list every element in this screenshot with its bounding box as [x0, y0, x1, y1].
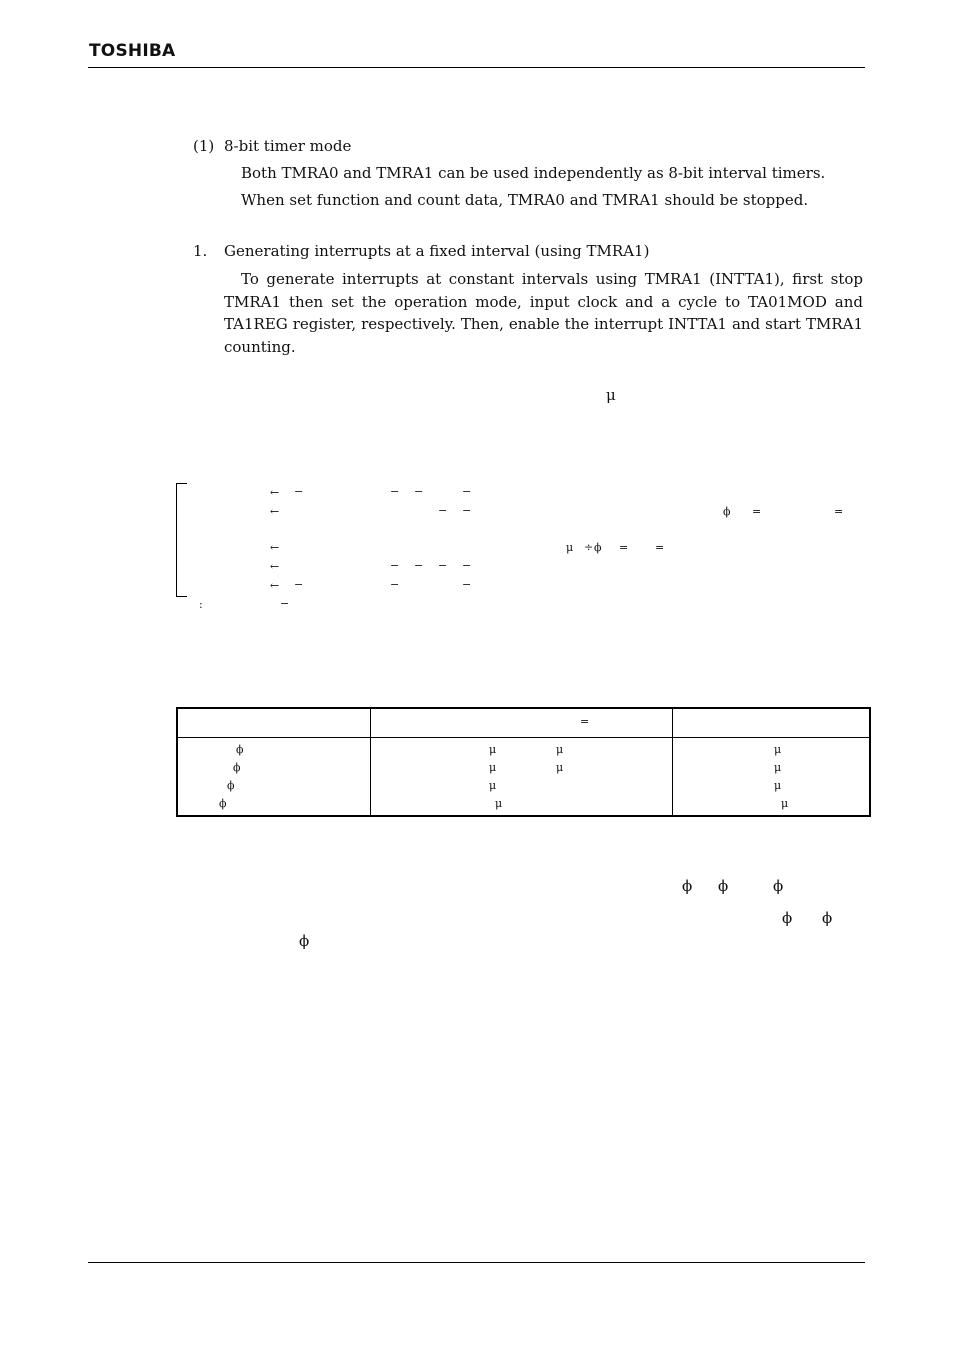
assign-arrow: ←	[270, 560, 280, 573]
mu-symbol: μ	[781, 797, 789, 810]
phi-symbol: ϕ	[233, 761, 241, 774]
phi-symbol: ϕ	[773, 877, 784, 895]
equals-sign: =	[834, 505, 844, 518]
phi-symbol: ϕ	[219, 797, 227, 810]
section-title: 8-bit timer mode	[224, 137, 352, 155]
minus-sign: −	[438, 504, 448, 517]
mu-symbol: μ	[556, 761, 564, 774]
phi-symbol: ϕ	[236, 743, 244, 756]
equals-sign: =	[580, 715, 590, 728]
assign-arrow: ←	[270, 579, 280, 592]
equals-sign: =	[619, 541, 629, 554]
minus-sign: −	[390, 559, 400, 572]
minus-sign: −	[414, 559, 424, 572]
toshiba-logo: TOSHIBA	[89, 41, 176, 61]
mu-symbol: μ	[489, 743, 497, 756]
interval-table	[176, 707, 871, 817]
phi-symbol: ϕ	[227, 779, 235, 792]
minus-sign: −	[462, 578, 472, 591]
minus-sign: −	[438, 559, 448, 572]
mu-symbol: μ	[774, 761, 782, 774]
table-header-cell	[673, 708, 871, 738]
phi-symbol: ϕ	[718, 877, 729, 895]
section-number: (1)	[193, 137, 215, 155]
table-row	[177, 777, 870, 795]
equals-sign: =	[752, 505, 762, 518]
mu-symbol: μ	[606, 386, 616, 404]
phi-symbol: ϕ	[594, 541, 602, 554]
register-setting-bracket	[176, 483, 187, 597]
phi-symbol: ϕ	[682, 877, 693, 895]
item-number: 1.	[193, 242, 208, 260]
minus-sign: −	[414, 485, 424, 498]
assign-arrow: ←	[270, 505, 280, 518]
mu-symbol: μ	[489, 761, 497, 774]
table-header-cell	[371, 708, 673, 738]
mu-symbol: μ	[495, 797, 503, 810]
table-row	[177, 795, 870, 816]
phi-symbol: ϕ	[723, 505, 731, 518]
table-header-row	[177, 708, 870, 738]
minus-sign: −	[280, 597, 290, 610]
table-row	[177, 759, 870, 777]
section-intro-line-1: Both TMRA0 and TMRA1 can be used independently as 8-bit interval timers.	[241, 164, 826, 182]
table-header-cell	[177, 708, 371, 738]
section-intro-line-2: When set function and count data, TMRA0 and TMRA1 should be stopped.	[241, 191, 809, 209]
phi-symbol: ϕ	[782, 909, 793, 927]
minus-sign: −	[462, 559, 472, 572]
phi-symbol: ϕ	[822, 909, 833, 927]
minus-sign: −	[390, 578, 400, 591]
minus-sign: −	[462, 485, 472, 498]
footer-rule	[88, 1262, 865, 1263]
mu-symbol: μ	[556, 743, 564, 756]
minus-sign: −	[462, 504, 472, 517]
mu-symbol: μ	[489, 779, 497, 792]
minus-sign: −	[390, 485, 400, 498]
item-paragraph: To generate interrupts at constant intervals using TMRA1 (INTTA1), first stop TMRA1 then set the operation mode, input clock and a cycle to TA01MOD and TA1REG register, respectively. Then, enable the interrupt INTTA1 and start TMRA1 counting.	[224, 270, 863, 356]
assign-arrow: ←	[270, 541, 280, 554]
item-title: Generating interrupts at a fixed interval (using TMRA1)	[224, 242, 650, 260]
colon-sign: :	[199, 598, 203, 611]
phi-symbol: ϕ	[299, 932, 310, 950]
minus-sign: −	[294, 485, 304, 498]
divide-sign: ÷	[584, 541, 594, 554]
assign-arrow: ←	[270, 486, 280, 499]
equals-sign: =	[655, 541, 665, 554]
header-rule	[88, 67, 865, 68]
minus-sign: −	[294, 578, 304, 591]
mu-symbol: μ	[774, 743, 782, 756]
table-row	[177, 738, 870, 760]
mu-symbol: μ	[774, 779, 782, 792]
mu-symbol: μ	[566, 541, 574, 554]
